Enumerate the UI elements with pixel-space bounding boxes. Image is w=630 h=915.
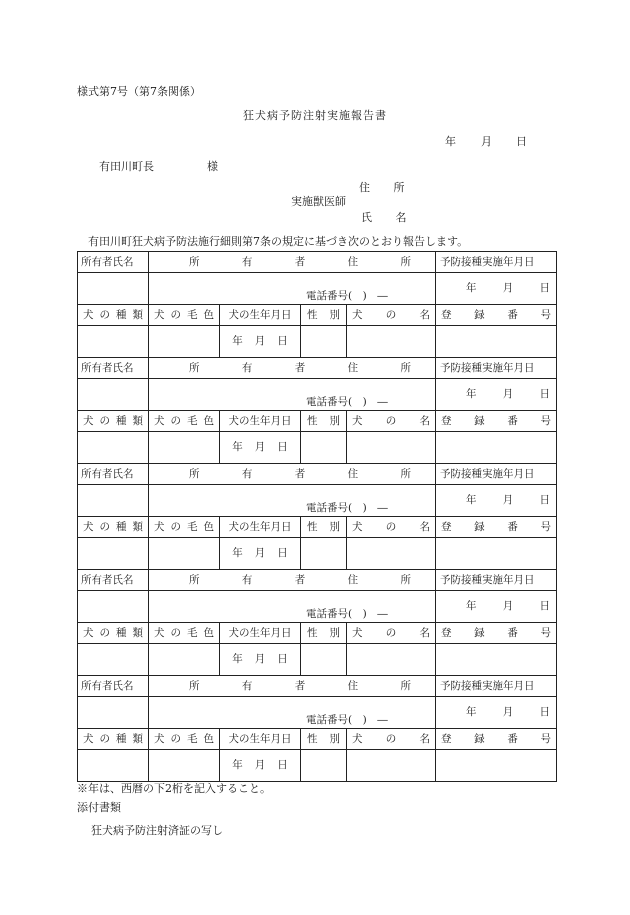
label-char: 所 [189, 467, 200, 480]
label-char: 有 [241, 467, 253, 480]
phone-number-label: 電話番号( ) ― [306, 607, 388, 620]
owner-name-label: 所有者氏名 [81, 361, 134, 374]
label-char: 性 [307, 308, 318, 321]
dog-breed-header [78, 517, 149, 538]
owner-name-header [78, 676, 149, 697]
dog-entry-row [78, 538, 557, 570]
label-char: 番 [507, 520, 518, 533]
label-char: 色 [203, 626, 214, 639]
coat-color-header [149, 517, 220, 538]
label-char: の [99, 626, 110, 639]
label-char: 者 [294, 361, 306, 374]
label-char: の [99, 520, 110, 533]
dog-breed-input[interactable] [78, 432, 149, 464]
label-char: 犬 [83, 732, 94, 745]
label-char: 号 [540, 520, 551, 533]
label-char: 有 [241, 361, 253, 374]
month-unit: 月 [254, 759, 266, 772]
owner-address-header [149, 676, 436, 697]
registration-number-header [436, 729, 557, 750]
coat-color-header [149, 411, 220, 432]
phone-number-label: 電話番号( ) ― [306, 713, 388, 726]
day-unit: 日 [277, 759, 288, 772]
vaccination-date-input[interactable] [436, 591, 557, 623]
label-char: 号 [540, 732, 551, 745]
label-char: 犬 [154, 308, 165, 321]
label-char: 類 [132, 626, 143, 639]
label-char: 録 [474, 308, 485, 321]
label-char: 性 [307, 732, 318, 745]
registration-number-header [436, 517, 557, 538]
label-char: 犬 [83, 308, 94, 321]
birth-date-header [220, 729, 301, 750]
day-unit: 日 [539, 388, 550, 401]
owner-header-row [78, 570, 557, 591]
year-unit: 年 [466, 600, 477, 613]
label-char: 所 [189, 573, 200, 586]
label-char: 者 [294, 679, 306, 692]
birth-date-label: 犬の生年月日 [228, 308, 292, 321]
sex-input[interactable] [301, 644, 347, 676]
year-unit: 年 [232, 441, 243, 454]
month-unit: 月 [502, 388, 514, 401]
addressee: 有田川町長 [99, 160, 154, 173]
birth-date-header [220, 623, 301, 644]
vaccination-date-header [436, 464, 557, 485]
dog-breed-header [78, 729, 149, 750]
label-char: 番 [507, 414, 518, 427]
year-unit: 年 [466, 494, 477, 507]
label-char: 種 [116, 414, 127, 427]
label-char: 色 [203, 308, 214, 321]
dog-header-row [78, 517, 557, 538]
dog-breed-input[interactable] [78, 538, 149, 570]
coat-color-header [149, 305, 220, 326]
vaccination-date-header [436, 570, 557, 591]
day-unit: 日 [277, 653, 288, 666]
document-title: 狂犬病予防注射実施報告書 [243, 109, 387, 122]
label-char: の [385, 626, 397, 639]
label-char: の [99, 308, 110, 321]
report-date-day-label: 日 [516, 135, 527, 148]
dog-header-row [78, 305, 557, 326]
owner-header-row [78, 358, 557, 379]
report-date-year-label: 年 [445, 135, 456, 148]
dog-breed-header [78, 623, 149, 644]
label-char: 性 [307, 520, 318, 533]
label-char: 名 [419, 520, 430, 533]
dog-name-input[interactable] [347, 432, 436, 464]
coat-color-input[interactable] [149, 750, 220, 782]
sex-header [301, 411, 347, 432]
label-char: 種 [116, 308, 127, 321]
label-char: の [385, 732, 397, 745]
label-char: の [170, 414, 181, 427]
year-unit: 年 [466, 388, 477, 401]
birth-date-input[interactable] [220, 644, 301, 676]
owner-name-label: 所有者氏名 [81, 255, 134, 268]
registration-number-input[interactable] [436, 750, 557, 782]
label-char: 別 [329, 520, 340, 533]
birth-date-input[interactable] [220, 326, 301, 358]
label-char: 性 [307, 414, 318, 427]
owner-address-header [149, 570, 436, 591]
owner-address-header [149, 358, 436, 379]
birth-date-input[interactable] [220, 432, 301, 464]
label-char: 色 [203, 732, 214, 745]
month-unit: 月 [254, 547, 266, 560]
owner-name-label: 所有者氏名 [81, 679, 134, 692]
attachment-item: 狂犬病予防注射済証の写し [91, 824, 223, 837]
label-char: 別 [329, 626, 340, 639]
label-char: 犬 [352, 520, 363, 533]
owner-address-input[interactable] [149, 273, 436, 305]
report-statement: 有田川町狂犬病予防法施行細則第7条の規定に基づき次のとおり報告します。 [88, 235, 469, 248]
report-date-month-label: 月 [481, 135, 492, 148]
owner-name-input[interactable] [78, 697, 149, 729]
label-char: の [385, 520, 397, 533]
label-char: 種 [116, 626, 127, 639]
label-char: の [99, 414, 110, 427]
dog-breed-input[interactable] [78, 750, 149, 782]
label-char: 犬 [154, 520, 165, 533]
vaccination-date-label: 予防接種実施年月日 [440, 573, 535, 586]
dog-header-row [78, 623, 557, 644]
dog-breed-header [78, 305, 149, 326]
birth-date-header [220, 517, 301, 538]
label-char: 住 [347, 361, 359, 374]
owner-address-header [149, 252, 436, 273]
label-char: 所 [400, 361, 411, 374]
label-char: の [170, 732, 181, 745]
sex-input[interactable] [301, 538, 347, 570]
label-char: 犬 [154, 414, 165, 427]
year-unit: 年 [466, 282, 477, 295]
year-unit: 年 [232, 653, 243, 666]
month-unit: 月 [502, 600, 514, 613]
vaccination-date-label: 予防接種実施年月日 [440, 255, 535, 268]
dog-breed-input[interactable] [78, 326, 149, 358]
vaccination-date-input[interactable] [436, 697, 557, 729]
label-char: 録 [474, 626, 485, 639]
label-char: 録 [474, 520, 485, 533]
day-unit: 日 [539, 706, 550, 719]
label-char: 類 [132, 308, 143, 321]
dog-name-input[interactable] [347, 644, 436, 676]
owner-entry-row [78, 379, 557, 411]
dog-breed-input[interactable] [78, 644, 149, 676]
owner-address-input[interactable] [149, 485, 436, 517]
attachments-heading: 添付書類 [77, 801, 121, 814]
label-char: 犬 [83, 520, 94, 533]
dog-header-row [78, 411, 557, 432]
owner-name-header [78, 570, 149, 591]
label-char: 別 [329, 414, 340, 427]
owner-address-header [149, 464, 436, 485]
coat-color-input[interactable] [149, 538, 220, 570]
birth-date-label: 犬の生年月日 [228, 414, 292, 427]
vaccination-date-input[interactable] [436, 273, 557, 305]
owner-name-input[interactable] [78, 591, 149, 623]
label-char: 犬 [352, 308, 363, 321]
label-char: 種 [116, 732, 127, 745]
month-unit: 月 [502, 706, 514, 719]
label-char: 所 [189, 255, 200, 268]
label-char: 所 [400, 679, 411, 692]
label-char: 類 [132, 732, 143, 745]
month-unit: 月 [254, 335, 266, 348]
owner-entry-row [78, 485, 557, 517]
sex-input[interactable] [301, 750, 347, 782]
birth-date-label: 犬の生年月日 [228, 520, 292, 533]
label-char: 別 [329, 308, 340, 321]
day-unit: 日 [277, 335, 288, 348]
vaccination-date-input[interactable] [436, 485, 557, 517]
label-char: 毛 [187, 732, 198, 745]
year-unit: 年 [232, 547, 243, 560]
label-char: 所 [400, 467, 411, 480]
day-unit: 日 [539, 494, 550, 507]
day-unit: 日 [277, 441, 288, 454]
label-char: 名 [419, 308, 430, 321]
label-char: 登 [441, 626, 452, 639]
owner-entry-row [78, 273, 557, 305]
sex-header [301, 623, 347, 644]
addressee-honorific: 様 [207, 160, 218, 173]
dog-name-header [347, 729, 436, 750]
month-unit: 月 [502, 282, 514, 295]
coat-color-header [149, 729, 220, 750]
label-char: 名 [419, 414, 430, 427]
registration-number-header [436, 623, 557, 644]
birth-date-input[interactable] [220, 538, 301, 570]
vaccination-date-label: 予防接種実施年月日 [440, 467, 535, 480]
dog-entry-row [78, 750, 557, 782]
label-char: 登 [441, 308, 452, 321]
label-char: 犬 [154, 732, 165, 745]
vaccination-date-label: 予防接種実施年月日 [440, 361, 535, 374]
dog-name-header [347, 623, 436, 644]
owner-name-header [78, 358, 149, 379]
owner-name-input[interactable] [78, 273, 149, 305]
dog-entry-row [78, 326, 557, 358]
coat-color-input[interactable] [149, 644, 220, 676]
dog-name-input[interactable] [347, 326, 436, 358]
sex-header [301, 305, 347, 326]
label-char: 住 [347, 679, 359, 692]
year-unit: 年 [232, 335, 243, 348]
owner-name-label: 所有者氏名 [81, 467, 134, 480]
registration-number-input[interactable] [436, 644, 557, 676]
registration-number-input[interactable] [436, 538, 557, 570]
owner-name-header [78, 252, 149, 273]
owner-header-row [78, 252, 557, 273]
owner-name-input[interactable] [78, 379, 149, 411]
coat-color-header [149, 623, 220, 644]
label-char: 者 [294, 467, 306, 480]
label-char: 号 [540, 626, 551, 639]
label-char: の [170, 308, 181, 321]
label-char: 犬 [352, 626, 363, 639]
vaccination-date-label: 予防接種実施年月日 [440, 679, 535, 692]
dog-entry-row [78, 644, 557, 676]
vaccination-date-input[interactable] [436, 379, 557, 411]
owner-header-row [78, 676, 557, 697]
label-char: 別 [329, 732, 340, 745]
sex-input[interactable] [301, 432, 347, 464]
month-unit: 月 [502, 494, 514, 507]
sex-header [301, 517, 347, 538]
label-char: 性 [307, 626, 318, 639]
phone-number-label: 電話番号( ) ― [306, 395, 388, 408]
label-char: の [385, 308, 397, 321]
label-char: 毛 [187, 414, 198, 427]
birth-date-label: 犬の生年月日 [228, 732, 292, 745]
sex-header [301, 729, 347, 750]
month-unit: 月 [254, 653, 266, 666]
label-char: 号 [540, 308, 551, 321]
label-char: 番 [507, 308, 518, 321]
label-char: 類 [132, 414, 143, 427]
birth-date-input[interactable] [220, 750, 301, 782]
dog-name-input[interactable] [347, 538, 436, 570]
day-unit: 日 [539, 282, 550, 295]
phone-number-label: 電話番号( ) ― [306, 501, 388, 514]
label-char: 色 [203, 414, 214, 427]
label-char: 種 [116, 520, 127, 533]
dog-breed-header [78, 411, 149, 432]
year-unit: 年 [232, 759, 243, 772]
coat-color-input[interactable] [149, 326, 220, 358]
owner-address-input[interactable] [149, 379, 436, 411]
label-char: 所 [189, 679, 200, 692]
birth-date-label: 犬の生年月日 [228, 626, 292, 639]
label-char: 名 [419, 732, 430, 745]
label-char: の [170, 520, 181, 533]
vet-address-label: 住 所 [359, 181, 415, 194]
form-number: 様式第7号（第7条関係） [77, 85, 201, 98]
label-char: 者 [294, 255, 306, 268]
label-char: 犬 [83, 626, 94, 639]
label-char: 登 [441, 732, 452, 745]
veterinarian-label: 実施獣医師 [291, 195, 346, 208]
owner-address-input[interactable] [149, 697, 436, 729]
dog-name-header [347, 411, 436, 432]
label-char: 登 [441, 414, 452, 427]
label-char: 犬 [352, 414, 363, 427]
label-char: の [170, 626, 181, 639]
label-char: 類 [132, 520, 143, 533]
dog-header-row [78, 729, 557, 750]
label-char: 有 [241, 679, 253, 692]
birth-date-header [220, 411, 301, 432]
label-char: 住 [347, 255, 359, 268]
label-char: 登 [441, 520, 452, 533]
day-unit: 日 [277, 547, 288, 560]
label-char: 有 [241, 255, 253, 268]
coat-color-input[interactable] [149, 432, 220, 464]
label-char: 毛 [187, 520, 198, 533]
birth-date-header [220, 305, 301, 326]
label-char: 名 [419, 626, 430, 639]
dog-name-header [347, 305, 436, 326]
label-char: 録 [474, 732, 485, 745]
label-char: 号 [540, 414, 551, 427]
label-char: の [385, 414, 397, 427]
owner-name-label: 所有者氏名 [81, 573, 134, 586]
label-char: 者 [294, 573, 306, 586]
vaccination-date-header [436, 358, 557, 379]
label-char: 毛 [187, 626, 198, 639]
day-unit: 日 [539, 600, 550, 613]
vaccination-date-header [436, 252, 557, 273]
vaccination-date-header [436, 676, 557, 697]
owner-header-row [78, 464, 557, 485]
vet-name-label: 氏 名 [361, 211, 417, 224]
owner-entry-row [78, 591, 557, 623]
label-char: 色 [203, 520, 214, 533]
label-char: 犬 [83, 414, 94, 427]
dog-name-header [347, 517, 436, 538]
label-char: 所 [189, 361, 200, 374]
label-char: 住 [347, 573, 359, 586]
registration-number-header [436, 411, 557, 432]
owner-address-input[interactable] [149, 591, 436, 623]
registration-number-input[interactable] [436, 432, 557, 464]
owner-name-input[interactable] [78, 485, 149, 517]
dog-entry-row [78, 432, 557, 464]
label-char: 録 [474, 414, 485, 427]
registration-number-header [436, 305, 557, 326]
owner-entry-row [78, 697, 557, 729]
phone-number-label: 電話番号( ) ― [306, 289, 388, 302]
label-char: 所 [400, 255, 411, 268]
sex-input[interactable] [301, 326, 347, 358]
year-unit: 年 [466, 706, 477, 719]
report-table [77, 251, 557, 782]
label-char: 有 [241, 573, 253, 586]
month-unit: 月 [254, 441, 266, 454]
owner-name-header [78, 464, 149, 485]
label-char: 番 [507, 732, 518, 745]
label-char: 住 [347, 467, 359, 480]
label-char: の [99, 732, 110, 745]
dog-name-input[interactable] [347, 750, 436, 782]
year-format-note: ※年は、西暦の下2桁を記入すること。 [77, 782, 271, 795]
registration-number-input[interactable] [436, 326, 557, 358]
label-char: 番 [507, 626, 518, 639]
label-char: 犬 [154, 626, 165, 639]
label-char: 犬 [352, 732, 363, 745]
label-char: 毛 [187, 308, 198, 321]
label-char: 所 [400, 573, 411, 586]
